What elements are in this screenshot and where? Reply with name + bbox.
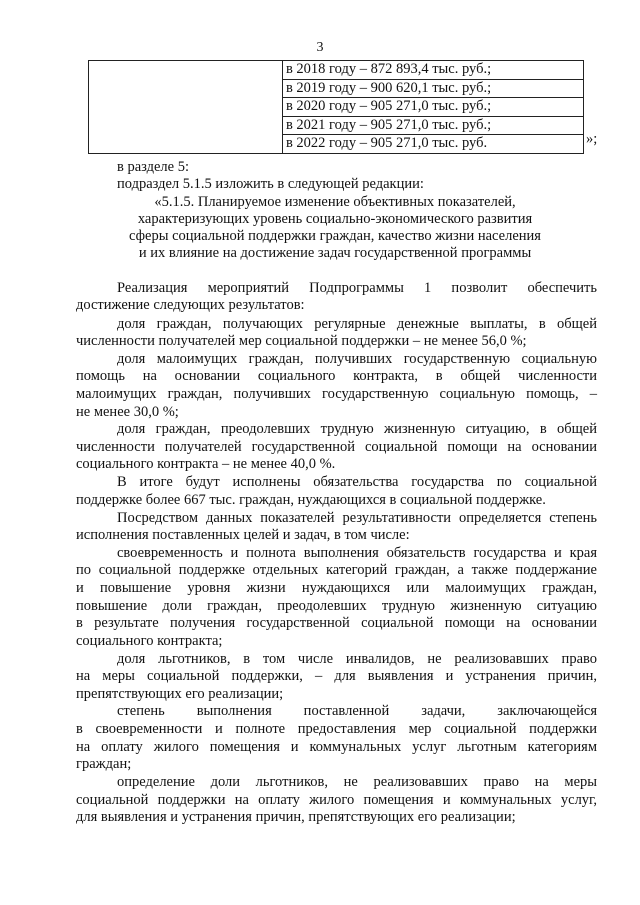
heading-line: и их влияние на достижение задач государственной программы — [138, 245, 532, 261]
table-row — [89, 61, 584, 154]
section-intro: в разделе 5: — [117, 159, 190, 175]
budget-table — [88, 60, 584, 154]
paragraph-line: социальной поддержки на оплату жилого помещения и коммунальных услуг, — [76, 792, 597, 808]
paragraph-line: доля граждан, преодолевших трудную жизненную ситуацию, в общей — [117, 421, 597, 437]
paragraph-line: поддержке более 667 тыс. граждан, нуждающихся в социальной поддержке. — [76, 492, 546, 508]
heading-line: «5.1.5. Планируемое изменение объективных показателей, — [154, 194, 516, 210]
budget-values-cell — [282, 61, 583, 154]
paragraph-line: по социальной поддержке отдельных категорий граждан, а также поддержание — [76, 562, 597, 578]
paragraph-line: исполнения поставленных целей и задач, в том числе: — [76, 527, 410, 543]
budget-line-2019: в 2019 году – 900 620,1 тыс. руб.; — [283, 80, 583, 99]
paragraph-line: граждан; — [76, 756, 132, 772]
paragraph-line: на оплату жилого помещения и коммунальных услуг льготным категориям — [76, 739, 597, 755]
paragraph-line: В итоге будут исполнены обязательства государства по социальной — [117, 474, 597, 490]
paragraph-line: препятствующих его реализации; — [76, 686, 284, 702]
budget-line-2018: в 2018 году – 872 893,4 тыс. руб.; — [283, 61, 583, 80]
empty-label-cell — [89, 61, 283, 154]
paragraph-line: помощь на основании социального контракта, в общей численности — [76, 368, 597, 384]
paragraph-line: определение доли льготников, не реализовавших право на меры — [117, 774, 597, 790]
paragraph-line: достижение следующих результатов: — [76, 297, 305, 313]
paragraph-line: не менее 30,0 %; — [76, 404, 179, 420]
paragraph-line: Реализация мероприятий Подпрограммы 1 позволит обеспечить — [117, 280, 597, 296]
page-number: 3 — [316, 40, 324, 55]
budget-line-2021: в 2021 году – 905 271,0 тыс. руб.; — [283, 117, 583, 136]
paragraph-line: доля граждан, получающих регулярные денежные выплаты, в общей — [117, 316, 597, 332]
closing-quote: »; — [586, 131, 598, 147]
paragraph-line: доля малоимущих граждан, получивших государственную социальную — [117, 351, 597, 367]
heading-line: характеризующих уровень социально-экономического развития — [137, 211, 533, 227]
heading-line: сферы социальной поддержки граждан, качество жизни населения — [129, 228, 541, 244]
paragraph-line: малоимущих граждан, получивших государственную социальную помощь, – — [76, 386, 597, 402]
paragraph-line: степень выполнения поставленной задачи, заключающейся — [117, 703, 597, 719]
paragraph-line: в своевременности и полноте предоставления мер социальной поддержки — [76, 721, 597, 737]
budget-line-2020: в 2020 году – 905 271,0 тыс. руб.; — [283, 98, 583, 117]
subsection-intro: подраздел 5.1.5 изложить в следующей редакции: — [117, 176, 424, 192]
paragraph-line: Посредством данных показателей результативности определяется степень — [117, 510, 597, 526]
paragraph-line: своевременность и полнота выполнения обязательств государства и края — [117, 545, 597, 561]
paragraph-line: социального контракта – не менее 40,0 %. — [76, 456, 336, 472]
paragraph-line: численности получателей государственной социальной помощи на основании — [76, 439, 597, 455]
paragraph-line: повышение доли граждан, преодолевших трудную жизненную ситуацию — [76, 598, 597, 614]
paragraph-line: и повышение уровня жизни нуждающихся или малоимущих граждан, — [76, 580, 597, 596]
paragraph-line: на меры социальной поддержки, – для выявления и устранения причин, — [76, 668, 597, 684]
paragraph-line: доля льготников, в том числе инвалидов, не реализовавших право — [117, 651, 597, 667]
budget-line-2022: в 2022 году – 905 271,0 тыс. руб. — [285, 135, 488, 151]
paragraph-line: в результате получения государственной социальной помощи на основании — [76, 615, 597, 631]
paragraph-line: численности получателей мер социальной поддержки – не менее 56,0 %; — [76, 333, 527, 349]
paragraph-line: для выявления и устранения причин, препятствующих его реализации; — [76, 809, 516, 825]
paragraph-line: социального контракта; — [76, 633, 223, 649]
